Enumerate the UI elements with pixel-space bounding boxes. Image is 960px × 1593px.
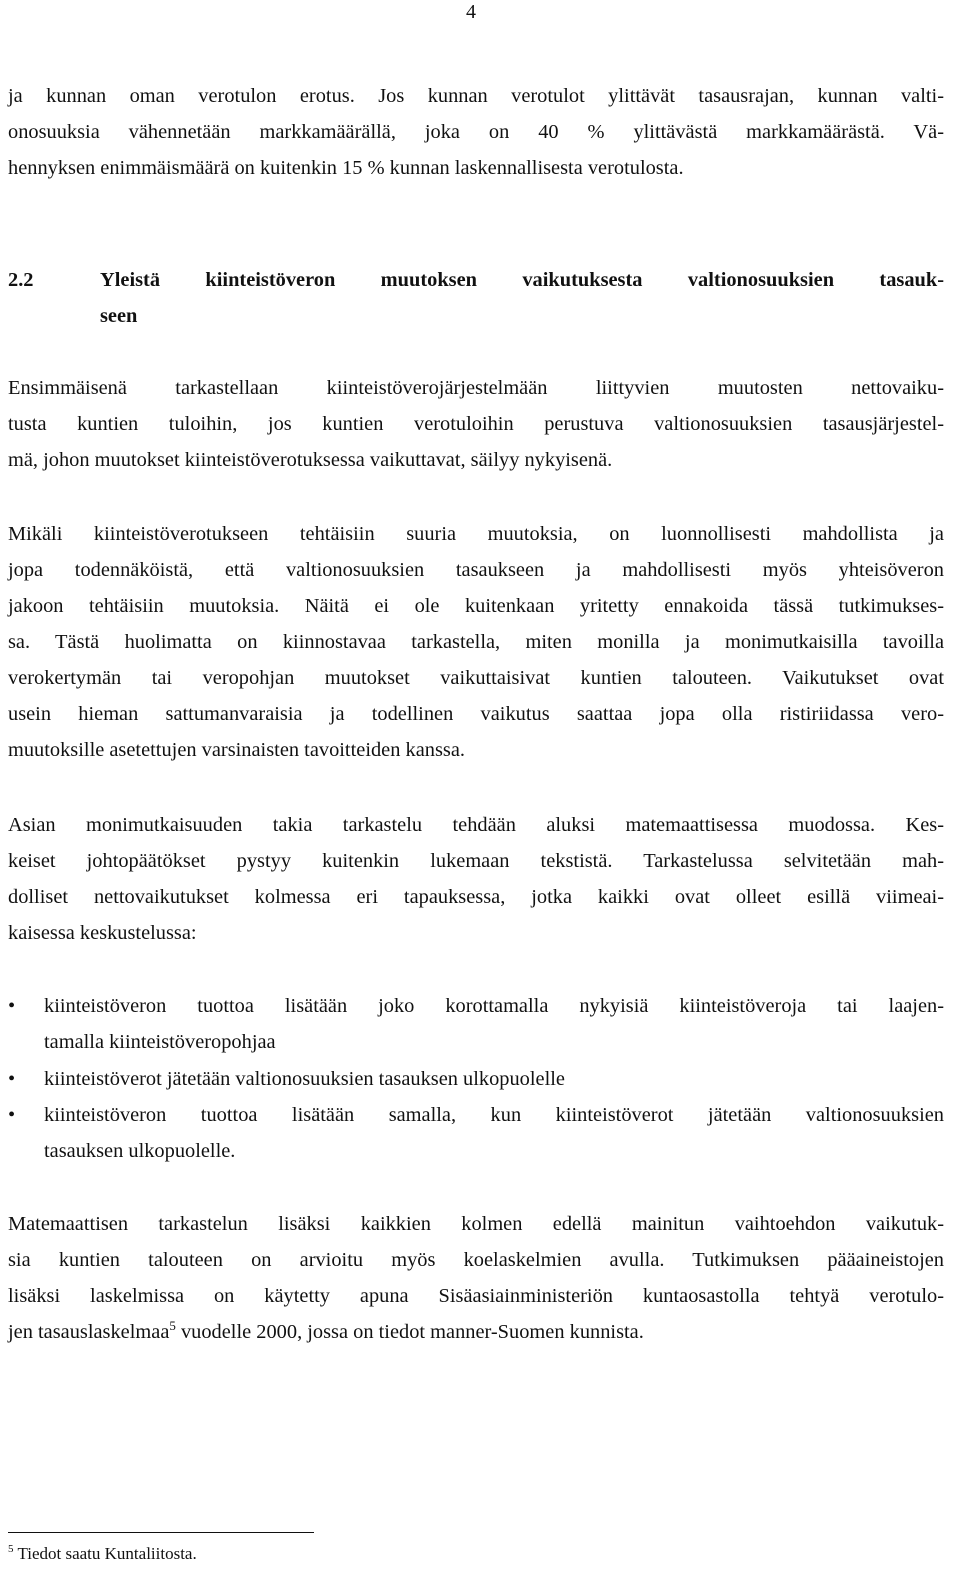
text-line: ja kunnan oman verotulon erotus. Jos kunnan verotulot ylittävät tasausrajan, kunnan valti- bbox=[8, 85, 944, 107]
text-run: vuodelle 2000, jossa on tiedot manner-Suomen kunnista. bbox=[175, 1321, 644, 1343]
text-line: onosuuksia vähennetään markkamäärällä, joka on 40 % ylittävästä markkamäärästä. Vä- bbox=[8, 121, 944, 143]
section-number: 2.2 bbox=[8, 269, 34, 291]
heading-line: Yleistä kiinteistöveron muutoksen vaikutuksesta valtionosuuksien tasauk- bbox=[100, 269, 944, 291]
text-line: tusta kuntien tuloihin, jos kuntien verotuloihin perustuva valtionosuuksien tasausjärjestel- bbox=[8, 413, 944, 435]
bullet-icon: • bbox=[8, 1068, 16, 1090]
text-line: kaisessa keskustelussa: bbox=[8, 922, 197, 944]
text-line: Mikäli kiinteistöverotukseen tehtäisiin suuria muutoksia, on luonnollisesti mahdollista ja bbox=[8, 523, 944, 545]
text-line: Matemaattisen tarkastelun lisäksi kaikkien kolmen edellä mainitun vaihtoehdon vaikutuk- bbox=[8, 1213, 944, 1235]
footnote-text: Tiedot saatu Kuntaliitosta. bbox=[13, 1544, 197, 1563]
footnote-mark: 5 bbox=[8, 1543, 14, 1555]
text-line: mä, johon muutokset kiinteistöverotuksessa vaikuttavat, säilyy nykyisenä. bbox=[8, 449, 613, 471]
text-line: lisäksi laskelmissa on käytetty apuna Sisäasiainministeriön kuntaosastolla tehtyä verotulo- bbox=[8, 1285, 944, 1307]
text-line: usein hieman sattumanvaraisia ja todellinen vaikutus saattaa jopa olla ristiriidassa vero- bbox=[8, 703, 944, 725]
text-line: tasauksen ulkopuolelle. bbox=[44, 1140, 236, 1162]
text-line: hennyksen enimmäismäärä on kuitenkin 15 % kunnan laskennallisesta verotulosta. bbox=[8, 157, 684, 179]
text-line: kiinteistöveron tuottoa lisätään samalla, kun kiinteistöverot jätetään valtionosuuksien bbox=[44, 1104, 944, 1126]
text-line: verokertymän tai veropohjan muutokset vaikuttaisivat kuntien talouteen. Vaikutukset ovat bbox=[8, 667, 944, 689]
text-line: kiinteistöveron tuottoa lisätään joko korottamalla nykyisiä kiinteistöveroja tai laajen- bbox=[44, 995, 944, 1017]
text-line bbox=[8, 1320, 644, 1344]
bullet-icon: • bbox=[8, 995, 16, 1017]
text-line: keiset johtopäätökset pystyy kuitenkin lukemaan tekstistä. Tarkastelussa selvitetään mah- bbox=[8, 850, 944, 872]
text-line: sa. Tästä huolimatta on kiinnostavaa tarkastella, miten monilla ja monimutkaisilla tavoilla bbox=[8, 631, 944, 653]
text-line: Asian monimutkaisuuden takia tarkastelu tehdään aluksi matemaattisessa muodossa. Kes- bbox=[8, 814, 944, 836]
text-line: dolliset nettovaikutukset kolmessa eri tapauksessa, jotka kaikki ovat olleet esillä viimeai- bbox=[8, 886, 944, 908]
text-line: tamalla kiinteistöveropohjaa bbox=[44, 1031, 276, 1053]
text-line: muutoksille asetettujen varsinaisten tavoitteiden kanssa. bbox=[8, 739, 465, 761]
bullet-icon: • bbox=[8, 1104, 16, 1126]
heading-line: seen bbox=[100, 305, 138, 327]
text-line: sia kuntien talouteen on arvioitu myös koelaskelmien avulla. Tutkimuksen pääaineistojen bbox=[8, 1249, 944, 1271]
text-line: kiinteistöverot jätetään valtionosuuksien tasauksen ulkopuolelle bbox=[44, 1068, 565, 1090]
text-line: jopa todennäköistä, että valtionosuuksien tasaukseen ja mahdollisesti myös yhteisöveron bbox=[8, 559, 944, 581]
text-line: Ensimmäisenä tarkastellaan kiinteistöverojärjestelmään liittyvien muutosten nettovaiku- bbox=[8, 377, 944, 399]
text-run: jen tasauslaskelmaa bbox=[8, 1321, 170, 1343]
text-line: jakoon tehtäisiin muutoksia. Näitä ei ole kuitenkaan yritetty ennakoida tässä tutkimukses- bbox=[8, 595, 944, 617]
footnote bbox=[8, 1544, 197, 1564]
page-number: 4 bbox=[466, 1, 476, 23]
footnote-separator bbox=[8, 1532, 314, 1533]
footnote-reference[interactable]: 5 bbox=[169, 1318, 176, 1333]
